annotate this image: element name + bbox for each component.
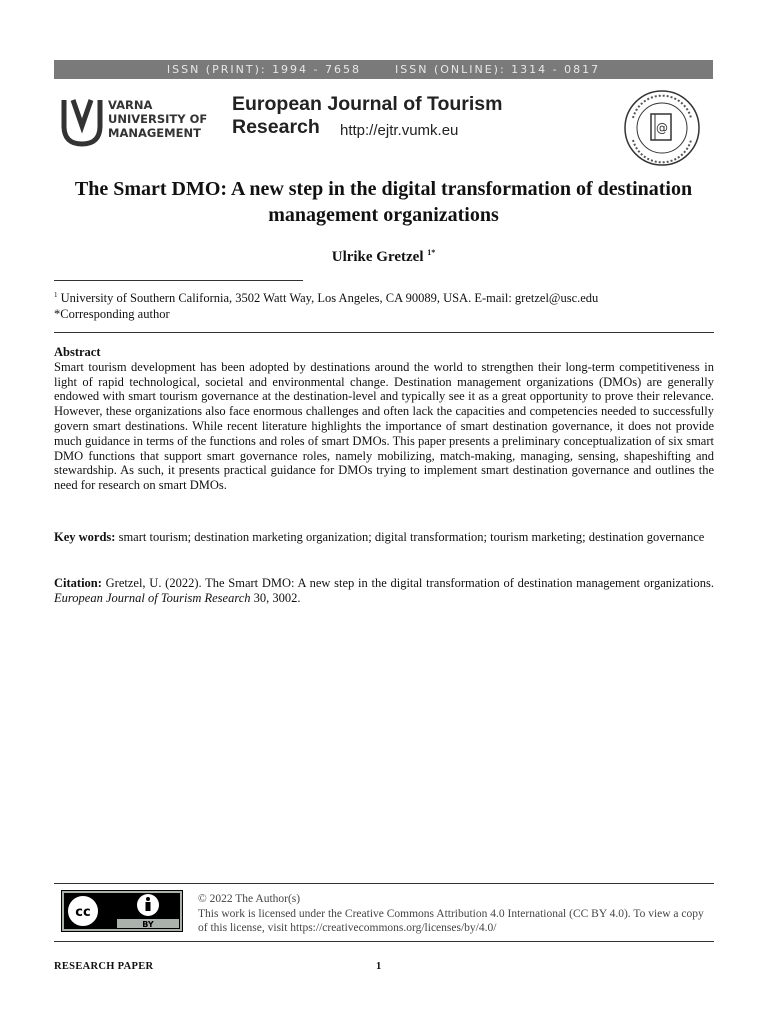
- issn-print: ISSN (PRINT): 1994 - 7658: [166, 63, 362, 76]
- institute-seal-icon: [617, 88, 707, 168]
- corresponding-author: *Corresponding author: [54, 306, 170, 321]
- citation-text: Gretzel, U. (2022). The Smart DMO: A new step in the digital transformation of destination management organizations.: [105, 576, 715, 590]
- citation: [54, 576, 714, 606]
- citation-journal: European Journal of Tourism Research: [54, 590, 251, 605]
- abstract-section: [54, 345, 714, 493]
- abstract-text: Smart tourism development has been adopted by destinations around the world to strengthen their long-term competitiveness in light of rapid technological, societal and environmental change. Destination management organizations (DMOs) are generally endowed with smart tourism governance at the destination-level and typically see it as a great opportunity to prove their relevance. However, these organizations also face enormous challenges and often lack the capacities and competencies needed to successfully govern smart destinations. While recent literature highlights the importance of smart destination governance, it does not provide much guidance in terms of the functions and roles of smart DMOs. This paper presents a preliminary conceptualization of six smart DMO functions that support smart governance roles, namely mobilizing, match-making, managing, sensing, shapeshifting and stewardship. As such, it presents practical guidance for DMOs trying to implement smart destination governance and outlines the need for research on smart DMOs.: [54, 359, 714, 493]
- keywords-text: smart tourism; destination marketing organization; digital transformation; tourism marketing; destination governance: [118, 530, 705, 544]
- paper-title: The Smart DMO: A new step in the digital transformation of destination management organizations: [74, 178, 693, 226]
- license-text-block: [198, 892, 714, 936]
- university-logo: [60, 96, 240, 148]
- journal-url[interactable]: http://ejtr.vumk.eu: [340, 122, 459, 139]
- affiliation-text: University of Southern California, 3502 Watt Way, Los Angeles, CA 90089, USA. E-mail: gretzel@usc.edu: [60, 291, 599, 306]
- license-top-divider: [54, 883, 714, 884]
- university-line3: MANAGEMENT: [108, 126, 201, 140]
- university-line2: UNIVERSITY OF: [108, 112, 208, 126]
- university-name: [108, 98, 207, 140]
- affiliation-block: [54, 288, 714, 322]
- section-divider: [54, 332, 714, 333]
- cc-by-license-icon[interactable]: [61, 890, 183, 932]
- keywords-label: Key words:: [54, 530, 116, 544]
- license-bottom-divider: [54, 941, 714, 942]
- cc-by-label: BY: [142, 920, 154, 929]
- issn-online: ISSN (ONLINE): 1314 - 0817: [395, 63, 601, 76]
- affiliation-divider: [54, 280, 303, 281]
- abstract-heading: Abstract: [54, 345, 101, 359]
- page-number: 1: [376, 961, 382, 972]
- citation-volume: 30, 3002.: [253, 590, 301, 605]
- svg-text:cc: cc: [75, 905, 91, 920]
- university-line1: VARNA: [108, 98, 153, 112]
- journal-name: European Journal of Tourism Research: [232, 93, 503, 138]
- copyright: © 2022 The Author(s): [198, 893, 301, 905]
- author-name: Ulrike Gretzel: [331, 249, 424, 265]
- affiliation-mark: 1: [54, 291, 58, 299]
- keywords: [54, 530, 714, 545]
- svg-text:@: @: [656, 121, 668, 135]
- license-text: This work is licensed under the Creative Commons Attribution 4.0 International (CC BY 4.0). To view a copy of this license, visit https://creativecommons.org/licenses/by/4.0/: [198, 907, 704, 934]
- citation-label: Citation:: [54, 576, 102, 590]
- author: [54, 248, 713, 266]
- issn-bar: [54, 60, 713, 79]
- affiliation: [54, 288, 714, 307]
- footer-label: RESEARCH PAPER: [54, 961, 154, 972]
- vum-logo-icon: [60, 96, 104, 148]
- author-marks: 1*: [427, 248, 436, 257]
